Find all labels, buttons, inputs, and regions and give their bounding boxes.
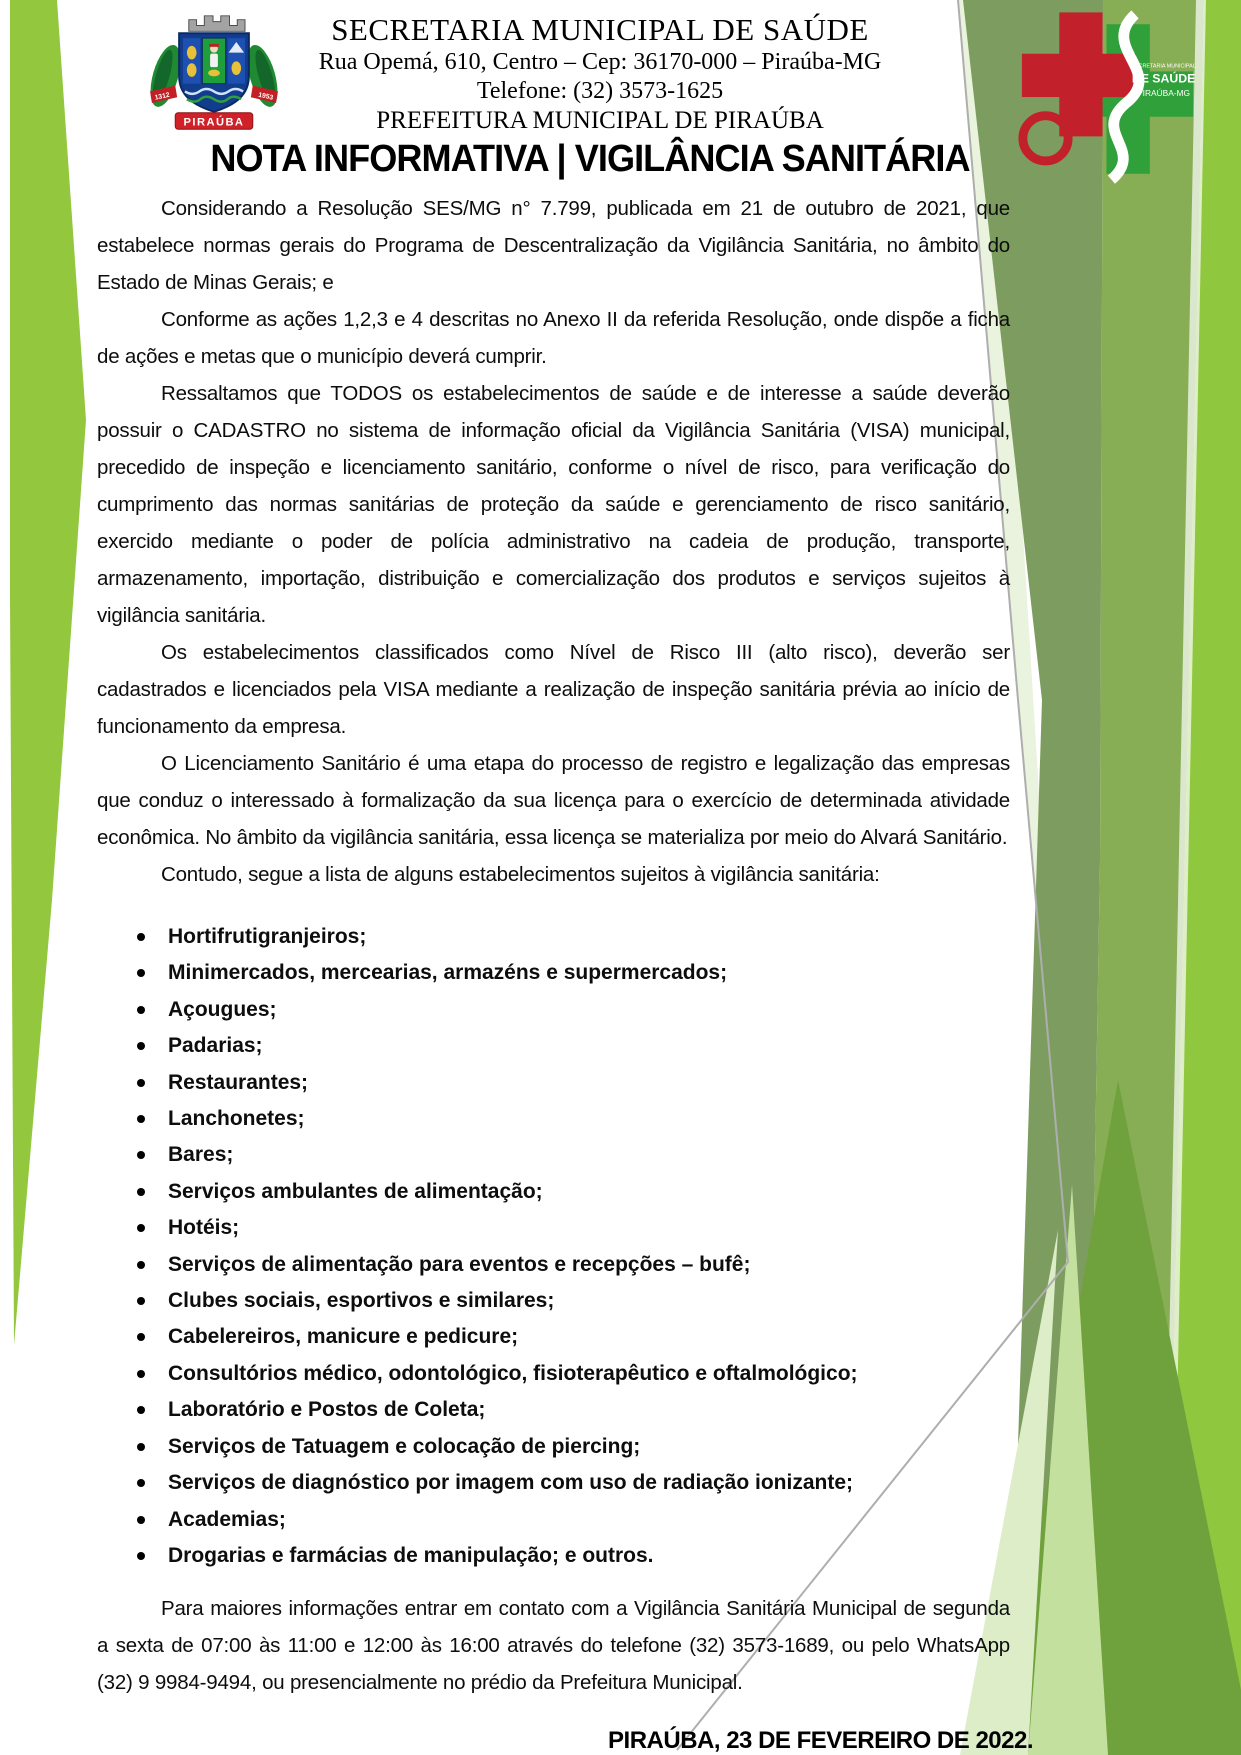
list-item-label: Laboratório e Postos de Coleta; [168, 1398, 486, 1422]
list-item [97, 1356, 1010, 1392]
paragraph: Contudo, segue a lista de alguns estabelecimentos sujeitos à vigilância sanitária: [161, 863, 880, 886]
list-item [97, 1174, 1010, 1210]
bullet-icon [137, 1516, 145, 1524]
list-item-label: Clubes sociais, esportivos e similares; [168, 1289, 555, 1313]
list-item-label: Drogarias e farmácias de manipulação; e outros. [168, 1543, 654, 1567]
coat-of-arms-icon [136, 10, 292, 136]
list-item-label: Açougues; [168, 997, 277, 1021]
bullet-icon [137, 1188, 145, 1196]
list-item [97, 1101, 1010, 1137]
bullet-icon [137, 1115, 145, 1123]
document-body [97, 190, 1033, 1755]
list-item [97, 1210, 1010, 1246]
list-item-label: Serviços de alimentação para eventos e recepções – bufê; [168, 1252, 751, 1276]
org-phone: Telefone: (32) 3573-1625 [476, 78, 724, 104]
org-entity: PREFEITURA MUNICIPAL DE PIRAÚBA [376, 107, 824, 134]
health-logo-line3: PIRAÚBA-MG [1137, 88, 1191, 99]
paragraph: Os estabelecimentos classificados como Nível de Risco III (alto risco), deverão ser cadastrados e licenciados pela VISA mediante a realização de inspeção sanitária prévia ao início de funcionamento da empresa. [97, 641, 1010, 738]
page-title: NOTA INFORMATIVA | VIGILÂNCIA SANITÁRIA [210, 138, 970, 180]
health-logo-line2: DE SAÚDE [1131, 71, 1196, 86]
list-item-label: Serviços ambulantes de alimentação; [168, 1179, 543, 1203]
list-item [97, 1247, 1010, 1283]
list-item [97, 919, 1010, 955]
list-item-label: Serviços de diagnóstico por imagem com uso de radiação ionizante; [168, 1471, 854, 1495]
org-address: Rua Opemá, 610, Centro – Cep: 36170-000 – Piraúba-MG [318, 49, 882, 75]
list-item [97, 1392, 1010, 1428]
list-item-label: Academias; [168, 1507, 286, 1531]
left-stripe-shape [10, 0, 86, 1345]
list-item-label: Consultórios médico, odontológico, fisioterapêutico e oftalmológico; [168, 1361, 858, 1385]
list-item-label: Hortifrutigranjeiros; [168, 925, 367, 948]
year-left-label: 1312 [154, 91, 171, 102]
bullet-icon [137, 1006, 145, 1014]
paragraph: Conforme as ações 1,2,3 e 4 descritas no Anexo II da referida Resolução, onde dispõe a ficha de ações e metas que o município deverá cumprir. [97, 308, 1010, 368]
list-item [97, 1465, 1010, 1501]
health-logo-text [1131, 64, 1195, 99]
list-item [97, 1429, 1010, 1465]
list-item [97, 1028, 1010, 1064]
year-right-label: 1953 [257, 91, 274, 102]
list-item-label: Restaurantes; [168, 1070, 309, 1094]
bullet-icon [137, 1370, 145, 1378]
bullet-icon [137, 1261, 145, 1269]
list-item [97, 1319, 1010, 1355]
list-item [97, 1283, 1010, 1319]
list-item-label: Padarias; [168, 1034, 263, 1058]
bullet-icon [137, 1079, 145, 1087]
paragraph: Considerando a Resolução SES/MG n° 7.799, publicada em 21 de outubro de 2021, que estabelece normas gerais do Programa de Descentralização da Vigilância Sanitária, no âmbito do Estado de Minas Gerais; e [97, 197, 1010, 294]
bullet-icon [137, 1406, 145, 1414]
list-item-label: Hotéis; [168, 1216, 240, 1240]
bullet-icon [137, 933, 145, 941]
header-text-block [290, 12, 910, 136]
bullet-icon [137, 1552, 145, 1560]
bullet-icon [137, 1042, 145, 1050]
banner-label: PIRAÚBA [183, 116, 245, 129]
bullet-icon [137, 1297, 145, 1305]
list-item [97, 1538, 1010, 1574]
date-line: PIRAÚBA, 23 DE FEVEREIRO DE 2022. [608, 1727, 1033, 1755]
health-logo-line1: SECRETARIA MUNICIPAL [1131, 63, 1196, 70]
list-item-label: Lanchonetes; [168, 1107, 305, 1131]
closing-paragraph: Para maiores informações entrar em contato com a Vigilância Sanitária Municipal de segunda a sexta de 07:00 às 11:00 e 12:00 às 16:00 através do telefone (32) 3573-1689, ou pelo WhatsApp (32) 9 9984-9494, ou presencialmente no prédio da Prefeitura Municipal. [97, 1597, 1010, 1695]
list-item-label: Minimercados, mercearias, armazéns e supermercados; [168, 961, 728, 985]
bullet-icon [137, 1479, 145, 1487]
org-name: SECRETARIA MUNICIPAL DE SAÚDE [331, 12, 869, 47]
list-item-label: Serviços de Tatuagem e colocação de piercing; [168, 1434, 641, 1458]
list-item-label: Cabelereiros, manicure e pedicure; [168, 1325, 519, 1349]
list-item-label: Bares; [168, 1143, 234, 1167]
paragraph: Ressaltamos que TODOS os estabelecimentos de saúde e de interesse a saúde deverão possuir o CADASTRO no sistema de informação oficial da Vigilância Sanitária (VISA) municipal, precedido de inspeção e licenciamento sanitário, conforme o nível de risco, para verificação do cumprimento das normas sanitárias de proteção da saúde e gerenciamento de risco sanitário, exercido mediante o poder de polícia administrativo na cadeia de produção, transporte, armazenamento, importação, distribuição e comercialização dos produtos e serviços sujeitos à vigilância sanitária. [97, 382, 1010, 627]
bullet-icon [137, 1151, 145, 1159]
list-item [97, 1065, 1010, 1101]
bullet-icon [137, 1224, 145, 1232]
body-paragraphs [97, 190, 1010, 893]
bullet-icon [137, 1333, 145, 1341]
bullet-icon [137, 1443, 145, 1451]
list-item [97, 955, 1010, 991]
list-item [97, 992, 1010, 1028]
establishments-list [97, 919, 1010, 1574]
crown-shape [189, 16, 245, 32]
list-item [97, 1137, 1010, 1173]
bullet-icon [137, 969, 145, 977]
list-item [97, 1502, 1010, 1538]
paragraph: O Licenciamento Sanitário é uma etapa do processo de registro e legalização das empresas que conduz o interessado à formalização da sua licença para o exercício de determinada atividade econômica. No âmbito da vigilância sanitária, essa licença se materializa por meio do Alvará Sanitário. [97, 752, 1010, 849]
